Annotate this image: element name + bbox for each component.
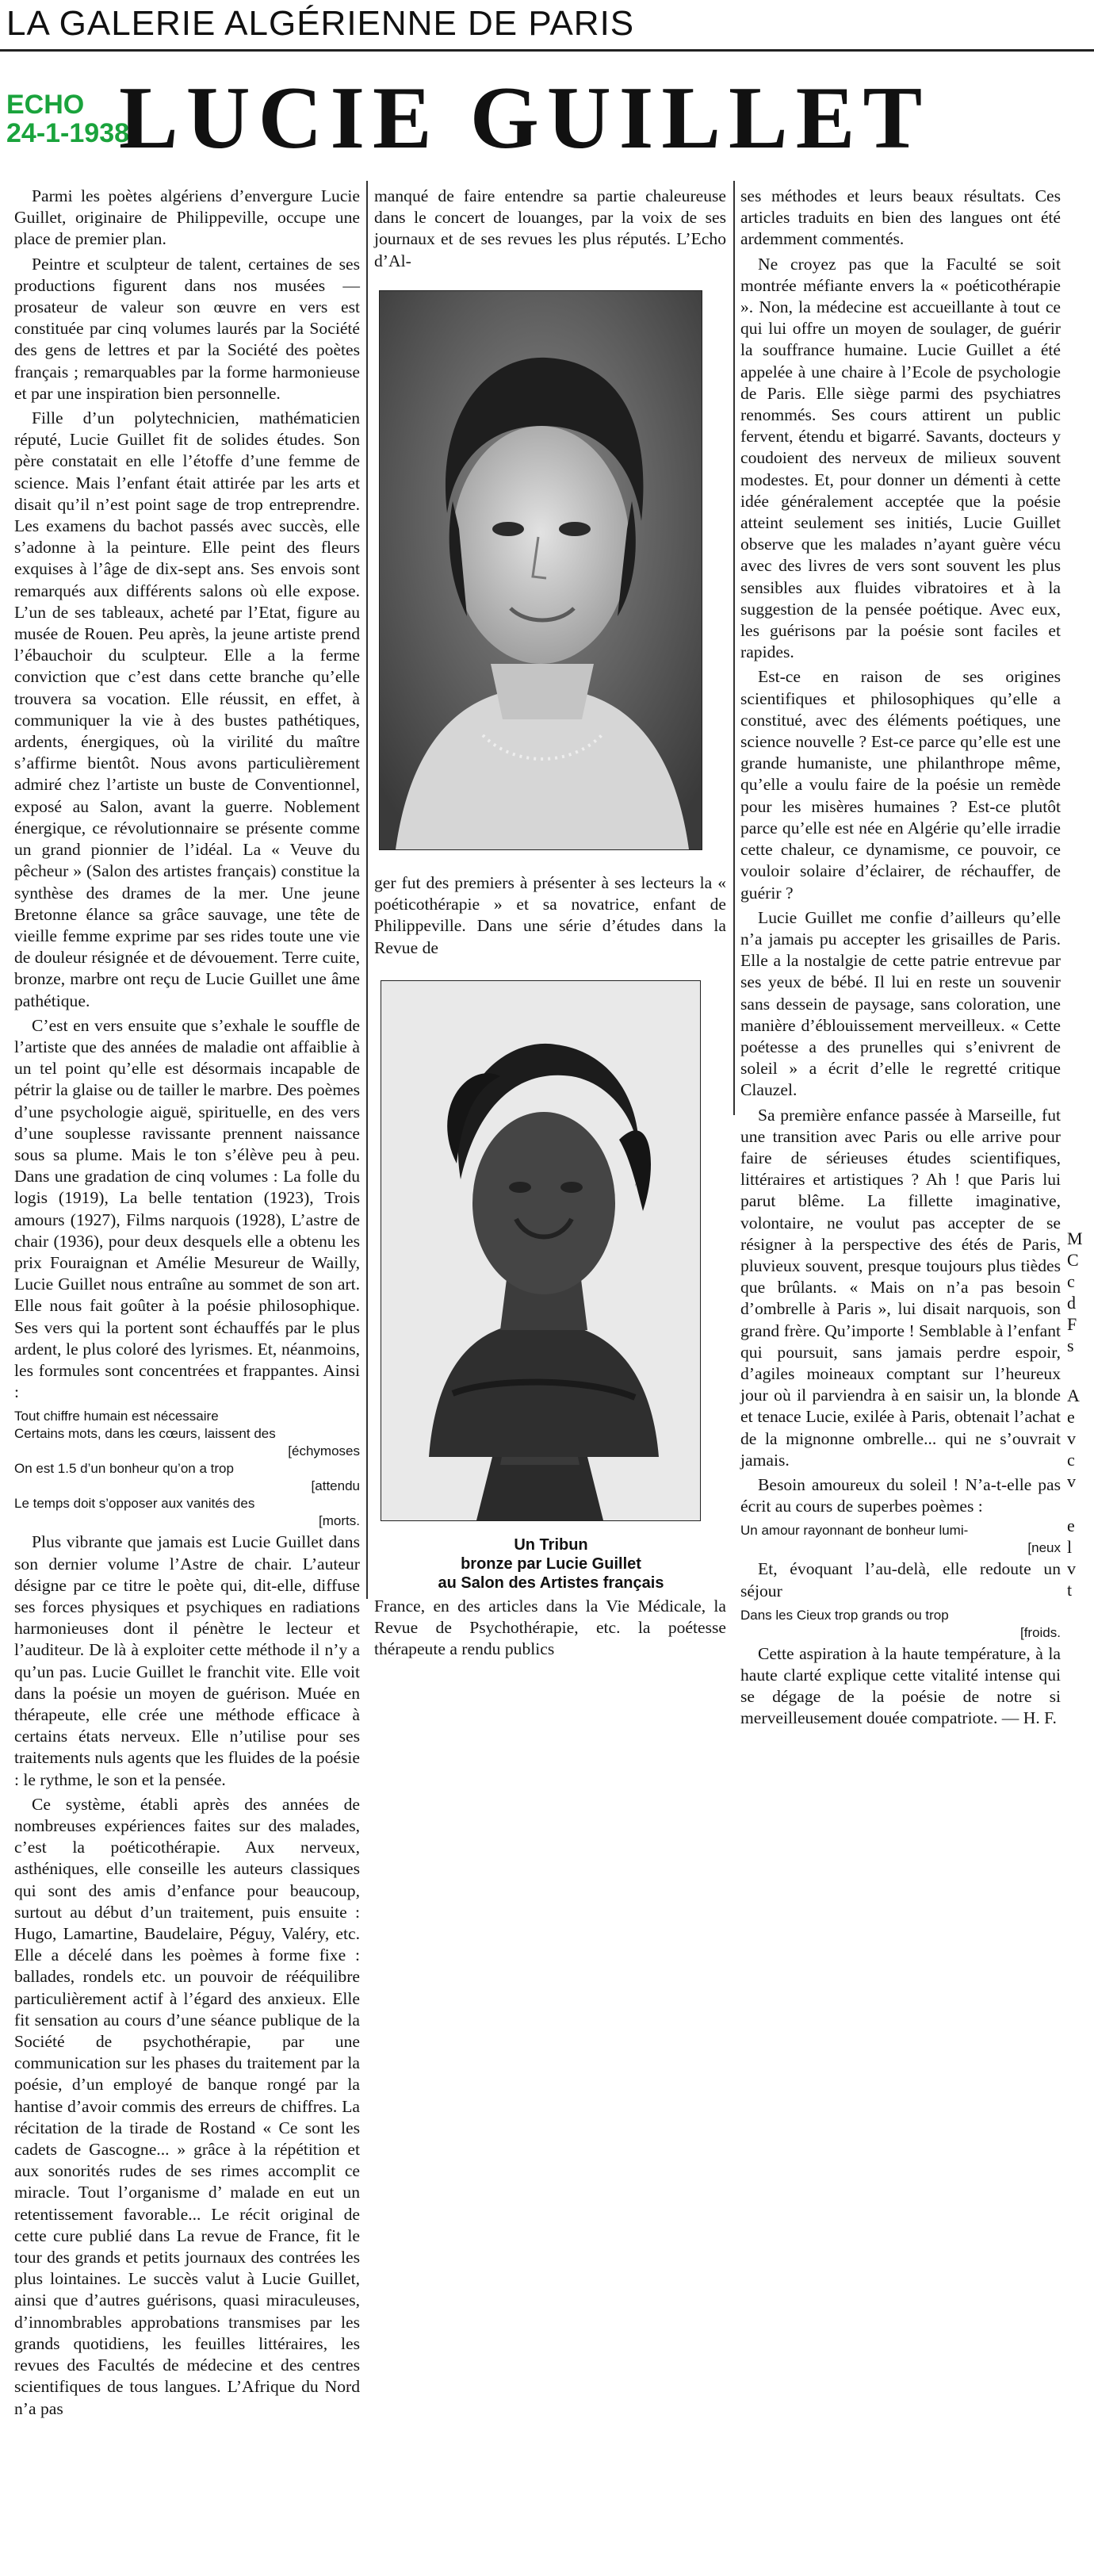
col1-paragraph-1: Parmi les poètes algériens d’envergure Lucie Guillet, originaire de Philippeville, occupe une place de premier plan. [14,186,360,249]
edge-fragment: s [1067,1336,1074,1355]
col2-text-bottom: France, en des articles dans la Vie Médicale, la Revue de Psychothérapie, etc. la poétesse thérapeute a rendu publics [374,1597,726,1659]
edge-fragment: c [1067,1450,1075,1470]
edge-fragment: v [1067,1428,1076,1448]
col1-paragraph-2: Peintre et sculpteur de talent, certaines de ses productions figurent dans nos musées — prosateur de valeur son œuvre en vers est constituée par cinq volumes laurés par la Société des gens de lettres et par la Société des poètes français ; remarquables par la forme harmonieuse et par une inspiration bien personnelle. [14,254,360,403]
verse-line: Dans les Cieux trop grands ou trop [740,1607,949,1623]
col3-paragraph-5: Sa première enfance passée à Marseille, fut une transition avec Paris ou elle arrive pour faire de sérieuses études scientifiques, littéraires et artistiques ? Ah ! que Paris lui parut blême. La fillette imaginative, volontaire, ne voulut pas accepter de se résigner à la perspective des étés de Paris, pluvieux souvent, presque toujours plus tièdes que brûlants. « Mais on n’a pas besoin d’ombrelle à Paris », lui disait narquois, son grand frère. Qu’importe ! Semblable à l’enfant qui poursuit, sans jamais perdre espoir, d’agiles moineaux comptant sur l’heureux jour où il parviendra à en saisir un, la blonde et tenace Lucie, exilée à Paris, obtenait l’achat de la mignonne ombrelle... qui ne s’ouvrait jamais. [740,1105,1061,1470]
col1-verse-quotes [14,1408,360,1530]
edge-fragment: v [1067,1558,1076,1578]
col3-paragraph-3: Est-ce en raison de ses origines scientifiques et philosophiques qu’elle a constitué, avec des éléments poétiques, une science nouvelle ? Est-ce parce qu’elle est une grande humaniste, une philanthrope même, qu’elle a voulu faire de la poésie un remède pour les misères humaines ? Est-ce plutôt parce qu’elle est née en Algérie qu’elle irradie cette chaleur, ce dynamisme, ce pouvoir, ce vouloir solaire d’éclairer, de réchauffer, de guérir ? [740,667,1061,903]
col2-text-top: manqué de faire entendre sa partie chaleureuse dans le concert de louanges, par la voix de ses journaux et de ses revues les plus réputés. L’Echo d’Al- [374,186,726,270]
column-2-bottom [374,1596,726,1661]
headline: LUCIE GUILLET [119,69,931,167]
col3-paragraph-6: Besoin amoureux du soleil ! N’a-t-elle pas écrit au cours de superbes poèmes : [740,1474,1061,1516]
col1-paragraph-3: Fille d’un polytechnicien, mathématicien réputé, Lucie Guillet fit de solides études. Son père constatait en elle l’étoffe d’une femme de science. Mais l’enfant était attirée par les arts et disait qu’il n’est point sage de trop entreprendre. Les examens du bachot passés avec succès, elle s’adonne à la peinture. Elle peint des fleurs exquises à l’âge de dix-sept ans. Ses envois sont remarqués aux différents salons où elle expose. L’un de ses tableaux, acheté par l’Etat, figure au musée de Rouen. Peu après, la jeune artiste prend l’ébauchoir du sculpteur. Elle a la ferme conviction que c’est dans cette branche qu’elle trouvera sa vocation. Elle réussit, en effet, à communiquer la vie à des bustes pathétiques, ardents, énergiques, où la virilité du maître s’affirme bientôt. Nous avons particulièrement admiré chez l’artiste un buste de Conventionnel, exposé au Salon, avant la guerre. Noblement énergique, ce révolutionnaire se présente comme un grand pionnier de l’idéal. La « Veuve du pêcheur » (Salon des artistes français) constitue la synthèse des drames de la mer. Une jeune Bretonne élance sa grâce sauvage, une tête de vieille femme exprime par ses rides toute une vie de douleur résignée et de dévouement. Terre cuite, bronze, marbre ont reçu de Lucie Guillet une âme pathétique. [14,408,360,1010]
col3-paragraph-8: Cette aspiration à la haute température, à la haute clarté explique cette vitalité intense qui se dégage de la poésie de notre si merveilleusement douée compatriote. — H. F. [740,1643,1061,1728]
verse-line-continuation: [froids. [1019,1624,1061,1640]
verse-line: On est 1.5 d’un bonheur qu’on a trop [14,1461,234,1477]
edge-fragment: v [1067,1471,1076,1491]
bust-image [381,981,700,1520]
verse-line: Le temps doit s’opposer aux vanités des [14,1496,255,1512]
col3-paragraph-1: ses méthodes et leurs beaux résultats. Ces articles traduits en bien des langues ont été ardemment commentés. [740,186,1061,249]
verse-line: Un amour rayonnant de bonheur lumi- [740,1523,969,1539]
col1-paragraph-5: Plus vibrante que jamais est Lucie Guillet dans son dernier volume l’Astre de chair. L’auteur désigne par ce titre le poète qui, dit-elle, diffuse ses forces physiques et psychiques en radiations harmonieuses dont il pénètre le lecteur et l’auditeur. De là à exploiter cette méthode il n’y a qu’un pas. Lucie Guillet le franchit vite. Elle voit dans la poésie un moyen de guérison. Muée en thérapeute, elle crée une méthode efficace à certains états nerveux. Elle n’utilise pour ses traitements nuls agents que les fluides de la poésie : le rythme, le son et la pensée. [14,1532,360,1789]
verse-line-continuation: [attendu [311,1478,360,1494]
edge-fragment: A [1067,1386,1080,1405]
column-rule-left [366,181,368,1599]
col1-paragraph-6: Ce système, établi après des années de nombreuses expériences faites sur des malades, c’est la poéticothérapie. Aux nerveux, asthéniques, elle conseille les auteurs classiques qui sont des amis d’enfance pour beaucoup, surtout au début d’un traitement, puis ensuite : Hugo, Lamartine, Baudelaire, Péguy, Valéry, etc. Elle a décelé dans les poèmes à forme fixe : ballades, rondels etc. un pouvoir de rééquilibre particulièrement actif à l’égard des anxieux. Elle fit sensation au cours d’une séance publique de la Société de psychothérapie, par une communication sur les phases du traitement par la poésie, d’un employé de banque rongé par la hantise d’avoir commis des erreurs de chiffres. La récitation de la tirade de Rostand « Ce sont les cadets de Gascogne... » grâce à la répétition et aux sonorités rudes de ses rimes accomplit ce miracle. Tout l’organisme d’ malade en eut un retentissement favorable... Le récit original de cette cure publié dans La revue de France, fit le tour des grands et petits journaux des contrées les plus lointaines. Le succès valut à Lucie Guillet, ainsi que d’autres guérisons, quasi miraculeuses, d’innombrables approbations transmises par les grands quotidiens, les feuilles littéraires, les revues des Facultés de médecine et des centres scientifiques de tous langues. L’Afrique du Nord n’a pas [14,1794,360,2418]
edge-fragment: F [1067,1314,1077,1334]
edge-fragment: d [1067,1293,1076,1313]
portrait-image [380,291,702,849]
column-3 [740,186,1061,1730]
column-1 [14,186,360,2420]
column-2-top [374,186,726,272]
verse-line-continuation: [neux [1027,1540,1061,1556]
edge-fragment: l [1067,1537,1073,1557]
column-rule-right [733,181,735,1115]
col3-verse-1 [740,1522,1061,1557]
col3-paragraph-7: Et, évoquant l’au-delà, elle redoute un séjour [740,1559,1061,1600]
col1-paragraph-4: C’est en vers ensuite que s’exhale le souffle de l’artiste que des années de maladie ont affaiblie à un tel point qu’elle est désormais incapable de pétrir la glaise ou de tailler le marbre. Des poèmes d’une psychologie aiguë, spirituelle, en des vers d’une souplesse ravissante prennent naissance sous sa plume. Mais le ton s’élève peu à peu. Dans une gradation de cinq volumes : La folle du logis (1919), La belle tentation (1923), Trois amours (1927), Films narquois (1928), L’astre de chair (1936), pour deux desquels elle a obtenu les prix Fouraignan et Amélie Mesureur de Wailly, Lucie Guillet nous entraîne au sommet de son art. Elle nous fait goûter à la poésie philosophique. Ses vers qui la portent sont échauffés par le plus ardent, le plus coloré des lyrismes. Et, néanmoins, les formules sont concentrées et frappantes. Ainsi : [14,1015,360,1402]
verse-line: Tout chiffre humain est nécessaire [14,1409,219,1424]
edge-fragment: M [1067,1229,1083,1248]
col3-paragraph-4: Lucie Guillet me confie d’ailleurs qu’elle n’a jamais pu accepter les grisailles de Paris. Elle a la nostalgie de cette patrie entrevue par ses yeux de bébé. Il lui en reste un souvenir sans dessein de paysage, sans coloration, une manière d’éblouissement merveilleux. « Cette poétesse a des prunelles qui s’enivrent de soleil » a écrit d’elle le regretté critique Clauzel. [740,907,1061,1100]
edge-fragment: C [1067,1250,1079,1270]
verse-line: Certains mots, dans les cœurs, laissent des [14,1426,276,1442]
echo-label: ECHO [6,90,85,120]
portrait-photo [379,290,702,850]
bust-photo [381,980,701,1521]
gallery-title: LA GALERIE ALGÉRIENNE DE PARIS [6,4,635,43]
col2-text-mid: ger fut des premiers à présenter à ses lecteurs la « poéticothérapie » et sa novatrice, enfant de Philippeville. Dans une série d’études dans la Revue de [374,873,726,957]
echo-source-label [6,90,129,148]
bust-caption: Un Tribun bronze par Lucie Guillet au Salon des Artistes français [438,1536,664,1592]
edge-fragment: t [1067,1580,1073,1600]
verse-line-continuation: [échymoses [288,1443,360,1459]
column-2-mid [374,872,726,959]
verse-line-continuation: [morts. [319,1513,360,1529]
col3-verse-2 [740,1607,1061,1642]
top-rule [0,49,1094,52]
edge-fragment: e [1067,1407,1075,1427]
edge-fragment: c [1067,1271,1075,1291]
edge-fragment: e [1067,1516,1075,1535]
echo-date: 24-1-1938 [6,118,130,148]
col3-paragraph-2: Ne croyez pas que la Faculté se soit montrée méfiante envers la « poéticothérapie ». Non, la médecine est accueillante à tout ce qui lui offre un moyen de soulager, de guérir la souffrance humaine. Lucie Guillet a été appelée à une chaire à l’Ecole de psychologie de Paris. Elle siège parmi des psychiatres renommés. Ses cours attirent un public fervent, étendu et bigarré. Savants, docteurs y coudoient des nerveux de milieux souvent modestes. Et, pour donner un démenti à cette idée généralement acceptée que la poésie atteint seulement ses initiés, Lucie Guillet observe que les malades n’ayant guère vécu avec des livres de vers sont souvent les plus sensibles aux fluides vibratoires et à la suggestion de la pensée poétique. Avec eux, les guérisons par la poésie sont faciles et rapides. [740,254,1061,662]
